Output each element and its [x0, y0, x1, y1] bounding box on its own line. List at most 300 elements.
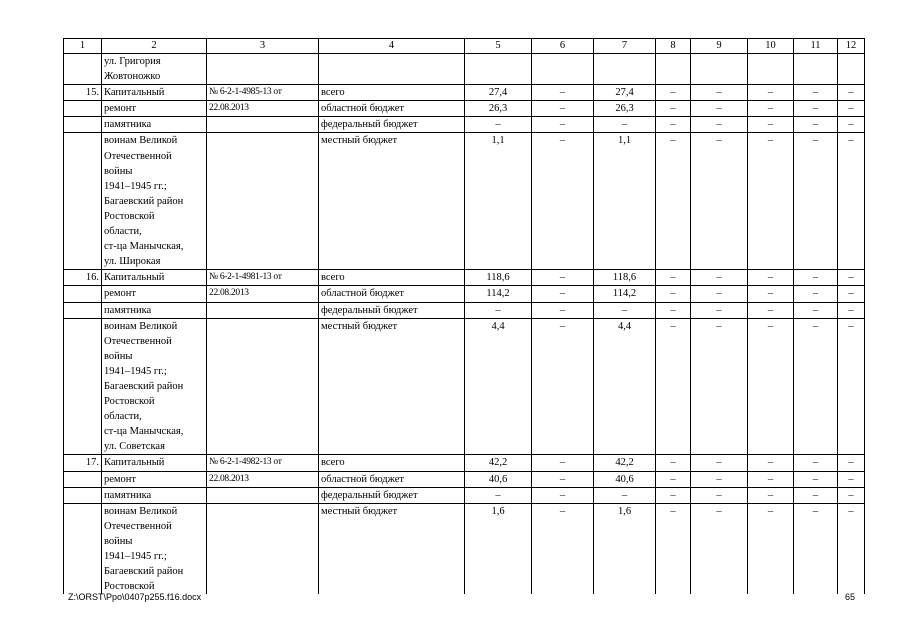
table-cell	[656, 349, 691, 364]
table-row	[64, 379, 865, 394]
table-cell	[794, 54, 838, 70]
amount-cell: 40,6	[594, 471, 656, 487]
table-cell	[319, 254, 465, 270]
table-cell	[64, 286, 102, 302]
table-cell	[691, 179, 748, 194]
table-cell	[64, 394, 102, 409]
table-cell	[207, 549, 319, 564]
table-row	[64, 349, 865, 364]
amount-cell: 27,4	[594, 85, 656, 101]
table-row	[64, 564, 865, 579]
table-cell	[319, 209, 465, 224]
amount-cell: –	[656, 101, 691, 117]
table-cell	[532, 239, 594, 254]
table-cell	[794, 379, 838, 394]
amount-cell: –	[532, 471, 594, 487]
table-cell	[838, 564, 865, 579]
table-cell	[319, 194, 465, 209]
table-cell	[691, 409, 748, 424]
amount-cell: –	[691, 101, 748, 117]
table-cell	[64, 194, 102, 209]
table-cell	[64, 149, 102, 164]
object-name-line: Багаевский район	[102, 194, 207, 209]
table-cell	[594, 239, 656, 254]
amount-cell: –	[691, 455, 748, 471]
document-number: № 6-2-1-4981-13 от	[207, 270, 319, 286]
object-name-line: ст-ца Манычская,	[102, 424, 207, 439]
table-cell	[64, 364, 102, 379]
amount-cell: –	[656, 455, 691, 471]
object-name-line: Ростовской	[102, 209, 207, 224]
table-cell	[794, 439, 838, 455]
amount-cell: 118,6	[465, 270, 532, 286]
table-cell	[691, 54, 748, 70]
table-cell	[319, 149, 465, 164]
amount-cell: –	[838, 286, 865, 302]
table-cell	[691, 519, 748, 534]
amount-cell: –	[691, 302, 748, 318]
table-cell	[532, 69, 594, 85]
table-row	[64, 224, 865, 239]
footer-page-number: 65	[845, 592, 856, 602]
table-cell	[207, 503, 319, 519]
table-cell	[207, 334, 319, 349]
table-row	[64, 286, 865, 302]
table-cell	[656, 179, 691, 194]
amount-cell: –	[838, 487, 865, 503]
table-cell	[838, 209, 865, 224]
table-cell	[319, 224, 465, 239]
table-row	[64, 101, 865, 117]
amount-cell: 42,2	[465, 455, 532, 471]
table-cell	[594, 179, 656, 194]
amount-cell: –	[748, 85, 794, 101]
amount-cell: –	[691, 270, 748, 286]
amount-cell: –	[656, 117, 691, 133]
table-cell	[207, 519, 319, 534]
amount-cell: –	[656, 85, 691, 101]
table-cell	[794, 519, 838, 534]
table-cell	[207, 394, 319, 409]
object-name-line: Ростовской	[102, 394, 207, 409]
amount-cell: –	[794, 133, 838, 149]
continuation-row	[64, 54, 865, 70]
table-cell	[532, 579, 594, 594]
table-cell	[656, 424, 691, 439]
table-row	[64, 117, 865, 133]
table-cell	[207, 224, 319, 239]
table-cell	[838, 179, 865, 194]
table-cell	[207, 149, 319, 164]
table-cell	[319, 519, 465, 534]
table-cell	[656, 409, 691, 424]
table-cell	[207, 164, 319, 179]
table-cell	[691, 379, 748, 394]
table-cell	[838, 349, 865, 364]
table-cell	[465, 224, 532, 239]
table-cell	[594, 579, 656, 594]
amount-cell: –	[691, 503, 748, 519]
table-cell	[748, 519, 794, 534]
table-cell	[794, 424, 838, 439]
table-cell	[656, 439, 691, 455]
table-row	[64, 270, 865, 286]
amount-cell: –	[748, 471, 794, 487]
object-name-line: области,	[102, 224, 207, 239]
table-cell	[207, 439, 319, 455]
table-cell	[64, 424, 102, 439]
object-name-line: 1941–1945 гг.;	[102, 549, 207, 564]
table-cell	[748, 439, 794, 455]
object-name-line: воинам Великой	[102, 318, 207, 334]
table-cell	[838, 334, 865, 349]
object-name-line: Капитальный	[102, 270, 207, 286]
table-cell	[594, 394, 656, 409]
funding-source: всего	[319, 85, 465, 101]
table-cell	[838, 224, 865, 239]
table-cell	[594, 224, 656, 239]
table-cell	[532, 379, 594, 394]
table-cell	[691, 149, 748, 164]
table-cell	[207, 179, 319, 194]
table-cell	[207, 209, 319, 224]
table-cell	[656, 534, 691, 549]
col-header: 11	[794, 39, 838, 54]
table-cell	[594, 149, 656, 164]
amount-cell: –	[532, 302, 594, 318]
table-cell	[691, 164, 748, 179]
amount-cell: –	[794, 487, 838, 503]
table-cell	[656, 209, 691, 224]
table-cell	[838, 519, 865, 534]
amount-cell: 118,6	[594, 270, 656, 286]
table-cell	[838, 439, 865, 455]
table-cell	[594, 439, 656, 455]
amount-cell: –	[794, 270, 838, 286]
table-cell	[207, 564, 319, 579]
amount-cell: –	[656, 302, 691, 318]
table-cell	[838, 254, 865, 270]
table-cell	[207, 364, 319, 379]
table-cell	[319, 439, 465, 455]
table-cell	[838, 394, 865, 409]
table-cell	[794, 149, 838, 164]
amount-cell: –	[838, 503, 865, 519]
table-cell	[207, 302, 319, 318]
object-name-line: 1941–1945 гг.;	[102, 179, 207, 194]
table-cell	[838, 239, 865, 254]
table-row	[64, 409, 865, 424]
funding-source: федеральный бюджет	[319, 487, 465, 503]
amount-cell: –	[594, 487, 656, 503]
col-header: 3	[207, 39, 319, 54]
table-cell	[656, 549, 691, 564]
table-cell	[64, 254, 102, 270]
table-cell	[319, 579, 465, 594]
table-cell	[594, 564, 656, 579]
table-cell	[64, 101, 102, 117]
object-name-line: ул. Советская	[102, 439, 207, 455]
table-cell	[748, 69, 794, 85]
object-name-line: войны	[102, 349, 207, 364]
amount-cell: –	[656, 471, 691, 487]
table-cell	[838, 409, 865, 424]
col-header: 8	[656, 39, 691, 54]
table-cell	[656, 164, 691, 179]
table-cell	[64, 549, 102, 564]
table-cell	[748, 149, 794, 164]
table-cell	[838, 194, 865, 209]
object-name-line: войны	[102, 164, 207, 179]
amount-cell: 1,1	[594, 133, 656, 149]
table-cell	[748, 179, 794, 194]
funding-source: федеральный бюджет	[319, 302, 465, 318]
object-name-line: Капитальный	[102, 85, 207, 101]
amount-cell: –	[532, 85, 594, 101]
funding-source: местный бюджет	[319, 503, 465, 519]
table-cell	[691, 194, 748, 209]
table-cell	[748, 334, 794, 349]
amount-cell: –	[838, 101, 865, 117]
object-name-line: ремонт	[102, 286, 207, 302]
table-cell	[838, 549, 865, 564]
amount-cell: –	[838, 133, 865, 149]
table-cell	[465, 424, 532, 439]
table-cell	[656, 69, 691, 85]
table-cell	[794, 579, 838, 594]
amount-cell: –	[748, 503, 794, 519]
table-cell	[748, 579, 794, 594]
object-name-line: воинам Великой	[102, 133, 207, 149]
object-name-line: Ростовской	[102, 579, 207, 594]
table-cell	[594, 194, 656, 209]
amount-cell: 42,2	[594, 455, 656, 471]
table-row	[64, 519, 865, 534]
table-row	[64, 209, 865, 224]
amount-cell: 40,6	[465, 471, 532, 487]
funding-source: областной бюджет	[319, 471, 465, 487]
table-cell	[656, 564, 691, 579]
table-cell	[532, 209, 594, 224]
table-row	[64, 455, 865, 471]
table-cell	[64, 519, 102, 534]
table-cell	[748, 194, 794, 209]
table-row	[64, 364, 865, 379]
amount-cell: 1,6	[594, 503, 656, 519]
table-cell	[748, 224, 794, 239]
table-cell	[207, 239, 319, 254]
table-row	[64, 471, 865, 487]
amount-cell: –	[838, 471, 865, 487]
table-cell	[64, 318, 102, 334]
table-cell	[748, 564, 794, 579]
object-name-line: ремонт	[102, 471, 207, 487]
table-cell	[465, 409, 532, 424]
continuation-row	[64, 69, 865, 85]
table-row	[64, 149, 865, 164]
amount-cell: 114,2	[465, 286, 532, 302]
object-name-line: ул. Григория	[102, 54, 207, 70]
col-header: 12	[838, 39, 865, 54]
table-cell	[691, 424, 748, 439]
amount-cell: 4,4	[465, 318, 532, 334]
table-cell	[465, 209, 532, 224]
table-cell	[838, 424, 865, 439]
col-header: 6	[532, 39, 594, 54]
table-cell	[691, 69, 748, 85]
document-date: 22.08.2013	[207, 471, 319, 487]
funding-source: всего	[319, 270, 465, 286]
table-cell	[794, 349, 838, 364]
table-cell	[532, 519, 594, 534]
amount-cell: –	[656, 286, 691, 302]
table-cell	[838, 54, 865, 70]
table-cell	[319, 534, 465, 549]
object-name-line: Багаевский район	[102, 379, 207, 394]
table-cell	[532, 334, 594, 349]
table-cell	[207, 424, 319, 439]
table-cell	[64, 54, 102, 70]
table-cell	[532, 439, 594, 455]
amount-cell: –	[656, 133, 691, 149]
table-cell	[656, 194, 691, 209]
entry-number: 17.	[64, 455, 102, 471]
table-cell	[594, 334, 656, 349]
table-cell	[532, 549, 594, 564]
table-cell	[64, 209, 102, 224]
table-row	[64, 164, 865, 179]
table-cell	[594, 379, 656, 394]
table-cell	[656, 239, 691, 254]
table-cell	[465, 194, 532, 209]
table-cell	[748, 254, 794, 270]
table-cell	[64, 409, 102, 424]
amount-cell: 4,4	[594, 318, 656, 334]
table-cell	[838, 69, 865, 85]
table-cell	[594, 364, 656, 379]
amount-cell: –	[532, 487, 594, 503]
amount-cell: –	[838, 85, 865, 101]
table-cell	[207, 117, 319, 133]
amount-cell: –	[838, 302, 865, 318]
table-cell	[594, 549, 656, 564]
table-cell	[319, 379, 465, 394]
table-cell	[207, 318, 319, 334]
table-cell	[656, 364, 691, 379]
amount-cell: –	[794, 85, 838, 101]
amount-cell: –	[532, 270, 594, 286]
amount-cell: –	[748, 487, 794, 503]
amount-cell: –	[794, 117, 838, 133]
table-cell	[64, 534, 102, 549]
table-cell	[794, 224, 838, 239]
table-cell	[465, 439, 532, 455]
amount-cell: –	[656, 270, 691, 286]
amount-cell: –	[794, 318, 838, 334]
table-cell	[64, 302, 102, 318]
table-cell	[465, 379, 532, 394]
funding-source: федеральный бюджет	[319, 117, 465, 133]
amount-cell: –	[748, 133, 794, 149]
table-cell	[532, 394, 594, 409]
table-cell	[319, 564, 465, 579]
object-name-line: Капитальный	[102, 455, 207, 471]
table-cell	[794, 409, 838, 424]
table-cell	[64, 471, 102, 487]
table-cell	[656, 54, 691, 70]
table-cell	[319, 239, 465, 254]
table-cell	[691, 564, 748, 579]
amount-cell: –	[838, 117, 865, 133]
table-cell	[691, 239, 748, 254]
table-cell	[207, 487, 319, 503]
table-cell	[319, 334, 465, 349]
col-header: 5	[465, 39, 532, 54]
footer-file-path: Z:\ORST\Ppo\0407p255.f16.docx	[68, 592, 202, 602]
table-cell	[691, 364, 748, 379]
table-cell	[794, 549, 838, 564]
table-cell	[64, 164, 102, 179]
table-row	[64, 394, 865, 409]
table-row	[64, 534, 865, 549]
object-name-line: ремонт	[102, 101, 207, 117]
object-name-line: памятника	[102, 302, 207, 318]
table-cell	[207, 254, 319, 270]
table-cell	[532, 254, 594, 270]
table-cell	[207, 69, 319, 85]
amount-cell: –	[691, 487, 748, 503]
table-cell	[532, 164, 594, 179]
table-cell	[656, 579, 691, 594]
object-name-line: войны	[102, 534, 207, 549]
table-cell	[64, 349, 102, 364]
table-cell	[656, 379, 691, 394]
col-header: 1	[64, 39, 102, 54]
amount-cell: –	[594, 302, 656, 318]
table-cell	[465, 579, 532, 594]
table-cell	[748, 164, 794, 179]
table-cell	[594, 424, 656, 439]
object-name-line: 1941–1945 гг.;	[102, 364, 207, 379]
document-number: № 6-2-1-4982-13 от	[207, 455, 319, 471]
object-name-line: Багаевский район	[102, 564, 207, 579]
amount-cell: –	[794, 471, 838, 487]
amount-cell: –	[838, 318, 865, 334]
table-cell	[64, 503, 102, 519]
table-cell	[319, 54, 465, 70]
amount-cell: –	[532, 455, 594, 471]
table-cell	[207, 133, 319, 149]
table-cell	[838, 364, 865, 379]
table-cell	[748, 54, 794, 70]
object-name-line: памятника	[102, 117, 207, 133]
table-cell	[532, 409, 594, 424]
table-cell	[64, 179, 102, 194]
table-cell	[594, 349, 656, 364]
table-cell	[794, 164, 838, 179]
table-cell	[64, 224, 102, 239]
table-cell	[594, 164, 656, 179]
table-row	[64, 85, 865, 101]
table-cell	[465, 349, 532, 364]
table-cell	[319, 349, 465, 364]
table-cell	[319, 164, 465, 179]
table-cell	[465, 534, 532, 549]
amount-cell: 114,2	[594, 286, 656, 302]
table-cell	[594, 54, 656, 70]
table-cell	[64, 239, 102, 254]
table-cell	[594, 519, 656, 534]
